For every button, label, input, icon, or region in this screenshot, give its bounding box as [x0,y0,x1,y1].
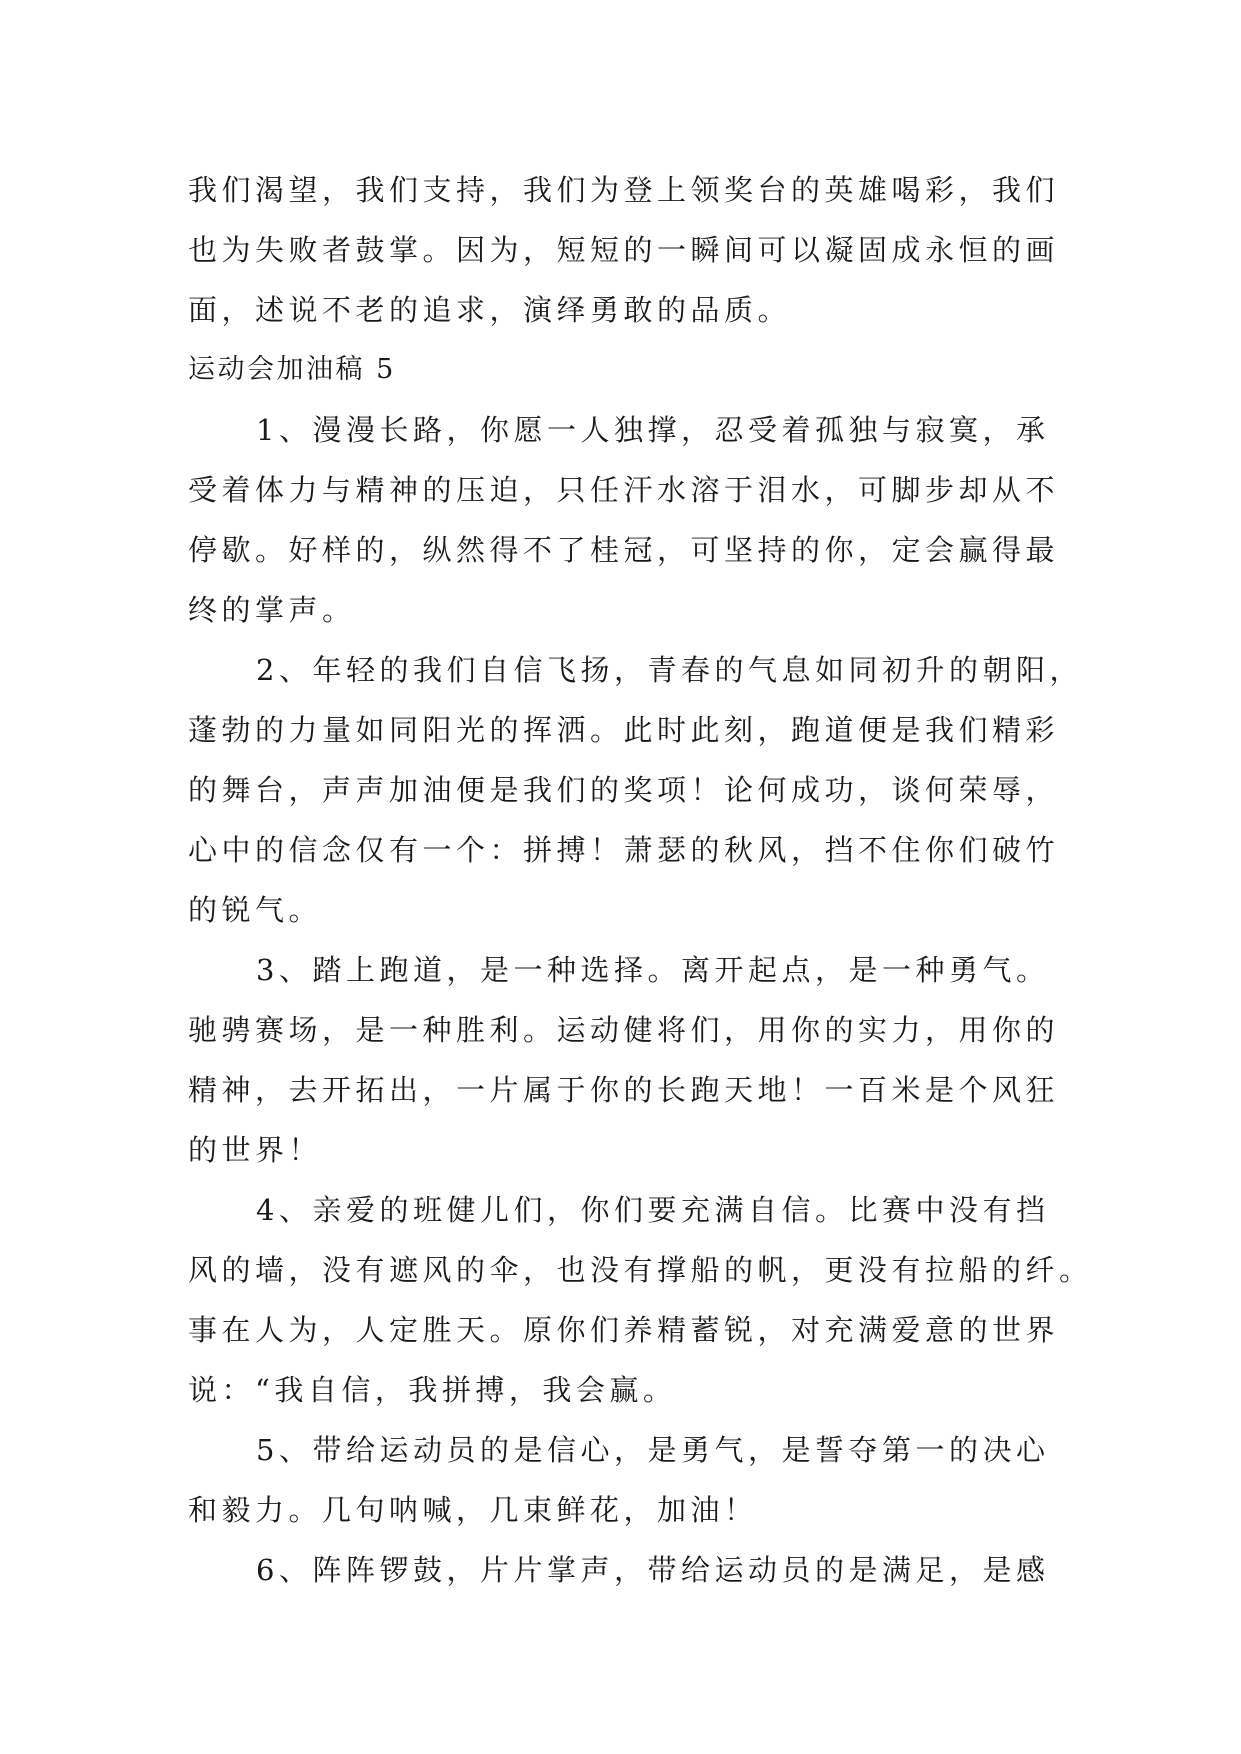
text-line: 的世界！ [188,1133,323,1167]
text-line: 受着体力与精神的压迫，只任汗水溶于泪水，可脚步却从不 [188,473,1060,507]
paragraph-first-line: 4、亲爱的班健儿们，你们要充满自信。比赛中没有挡 [256,1193,1050,1227]
paragraph-first-line: 2、年轻的我们自信飞扬，青春的气息如同初升的朝阳， [256,653,1083,687]
text-line: 说：“我自信，我拼搏，我会赢。 [188,1373,677,1407]
text-line: 我们渴望，我们支持，我们为登上领奖台的英雄喝彩，我们 [188,173,1060,207]
document-body [188,160,1093,1600]
paragraph-first-line: 5、带给运动员的是信心，是勇气，是誓夺第一的决心 [256,1433,1050,1467]
text-line: 蓬勃的力量如同阳光的挥洒。此时此刻，跑道便是我们精彩 [188,713,1060,747]
text-line: 心中的信念仅有一个：拼搏！萧瑟的秋风，挡不住你们破竹 [188,833,1060,867]
text-line: 事在人为，人定胜天。原你们养精蓄锐，对充满爱意的世界 [188,1313,1060,1347]
text-line: 精神，去开拓出，一片属于你的长跑天地！一百米是个风狂 [188,1073,1060,1107]
paragraph-first-line: 1、漫漫长路，你愿一人独撑，忍受着孤独与寂寞，承 [256,413,1050,447]
text-line: 的舞台，声声加油便是我们的奖项！论何成功，谈何荣辱， [188,773,1060,807]
section-heading: 运动会加油稿 5 [188,354,396,385]
paragraph-first-line: 3、踏上跑道，是一种选择。离开起点，是一种勇气。 [256,953,1050,987]
text-line: 终的掌声。 [188,593,356,627]
paragraph-first-line: 6、阵阵锣鼓，片片掌声，带给运动员的是满足，是感 [256,1553,1050,1587]
text-line: 也为失败者鼓掌。因为，短短的一瞬间可以凝固成永恒的画 [188,233,1060,267]
text-line: 停歇。好样的，纵然得不了桂冠，可坚持的你，定会赢得最 [188,533,1060,567]
text-line: 面，述说不老的追求，演绎勇敢的品质。 [188,293,792,327]
text-line: 的锐气。 [188,893,323,927]
text-line: 和毅力。几句呐喊，几束鲜花，加油！ [188,1493,758,1527]
text-line: 驰骋赛场，是一种胜利。运动健将们，用你的实力，用你的 [188,1013,1060,1047]
text-line: 风的墙，没有遮风的伞，也没有撑船的帆，更没有拉船的纤。 [188,1253,1093,1287]
